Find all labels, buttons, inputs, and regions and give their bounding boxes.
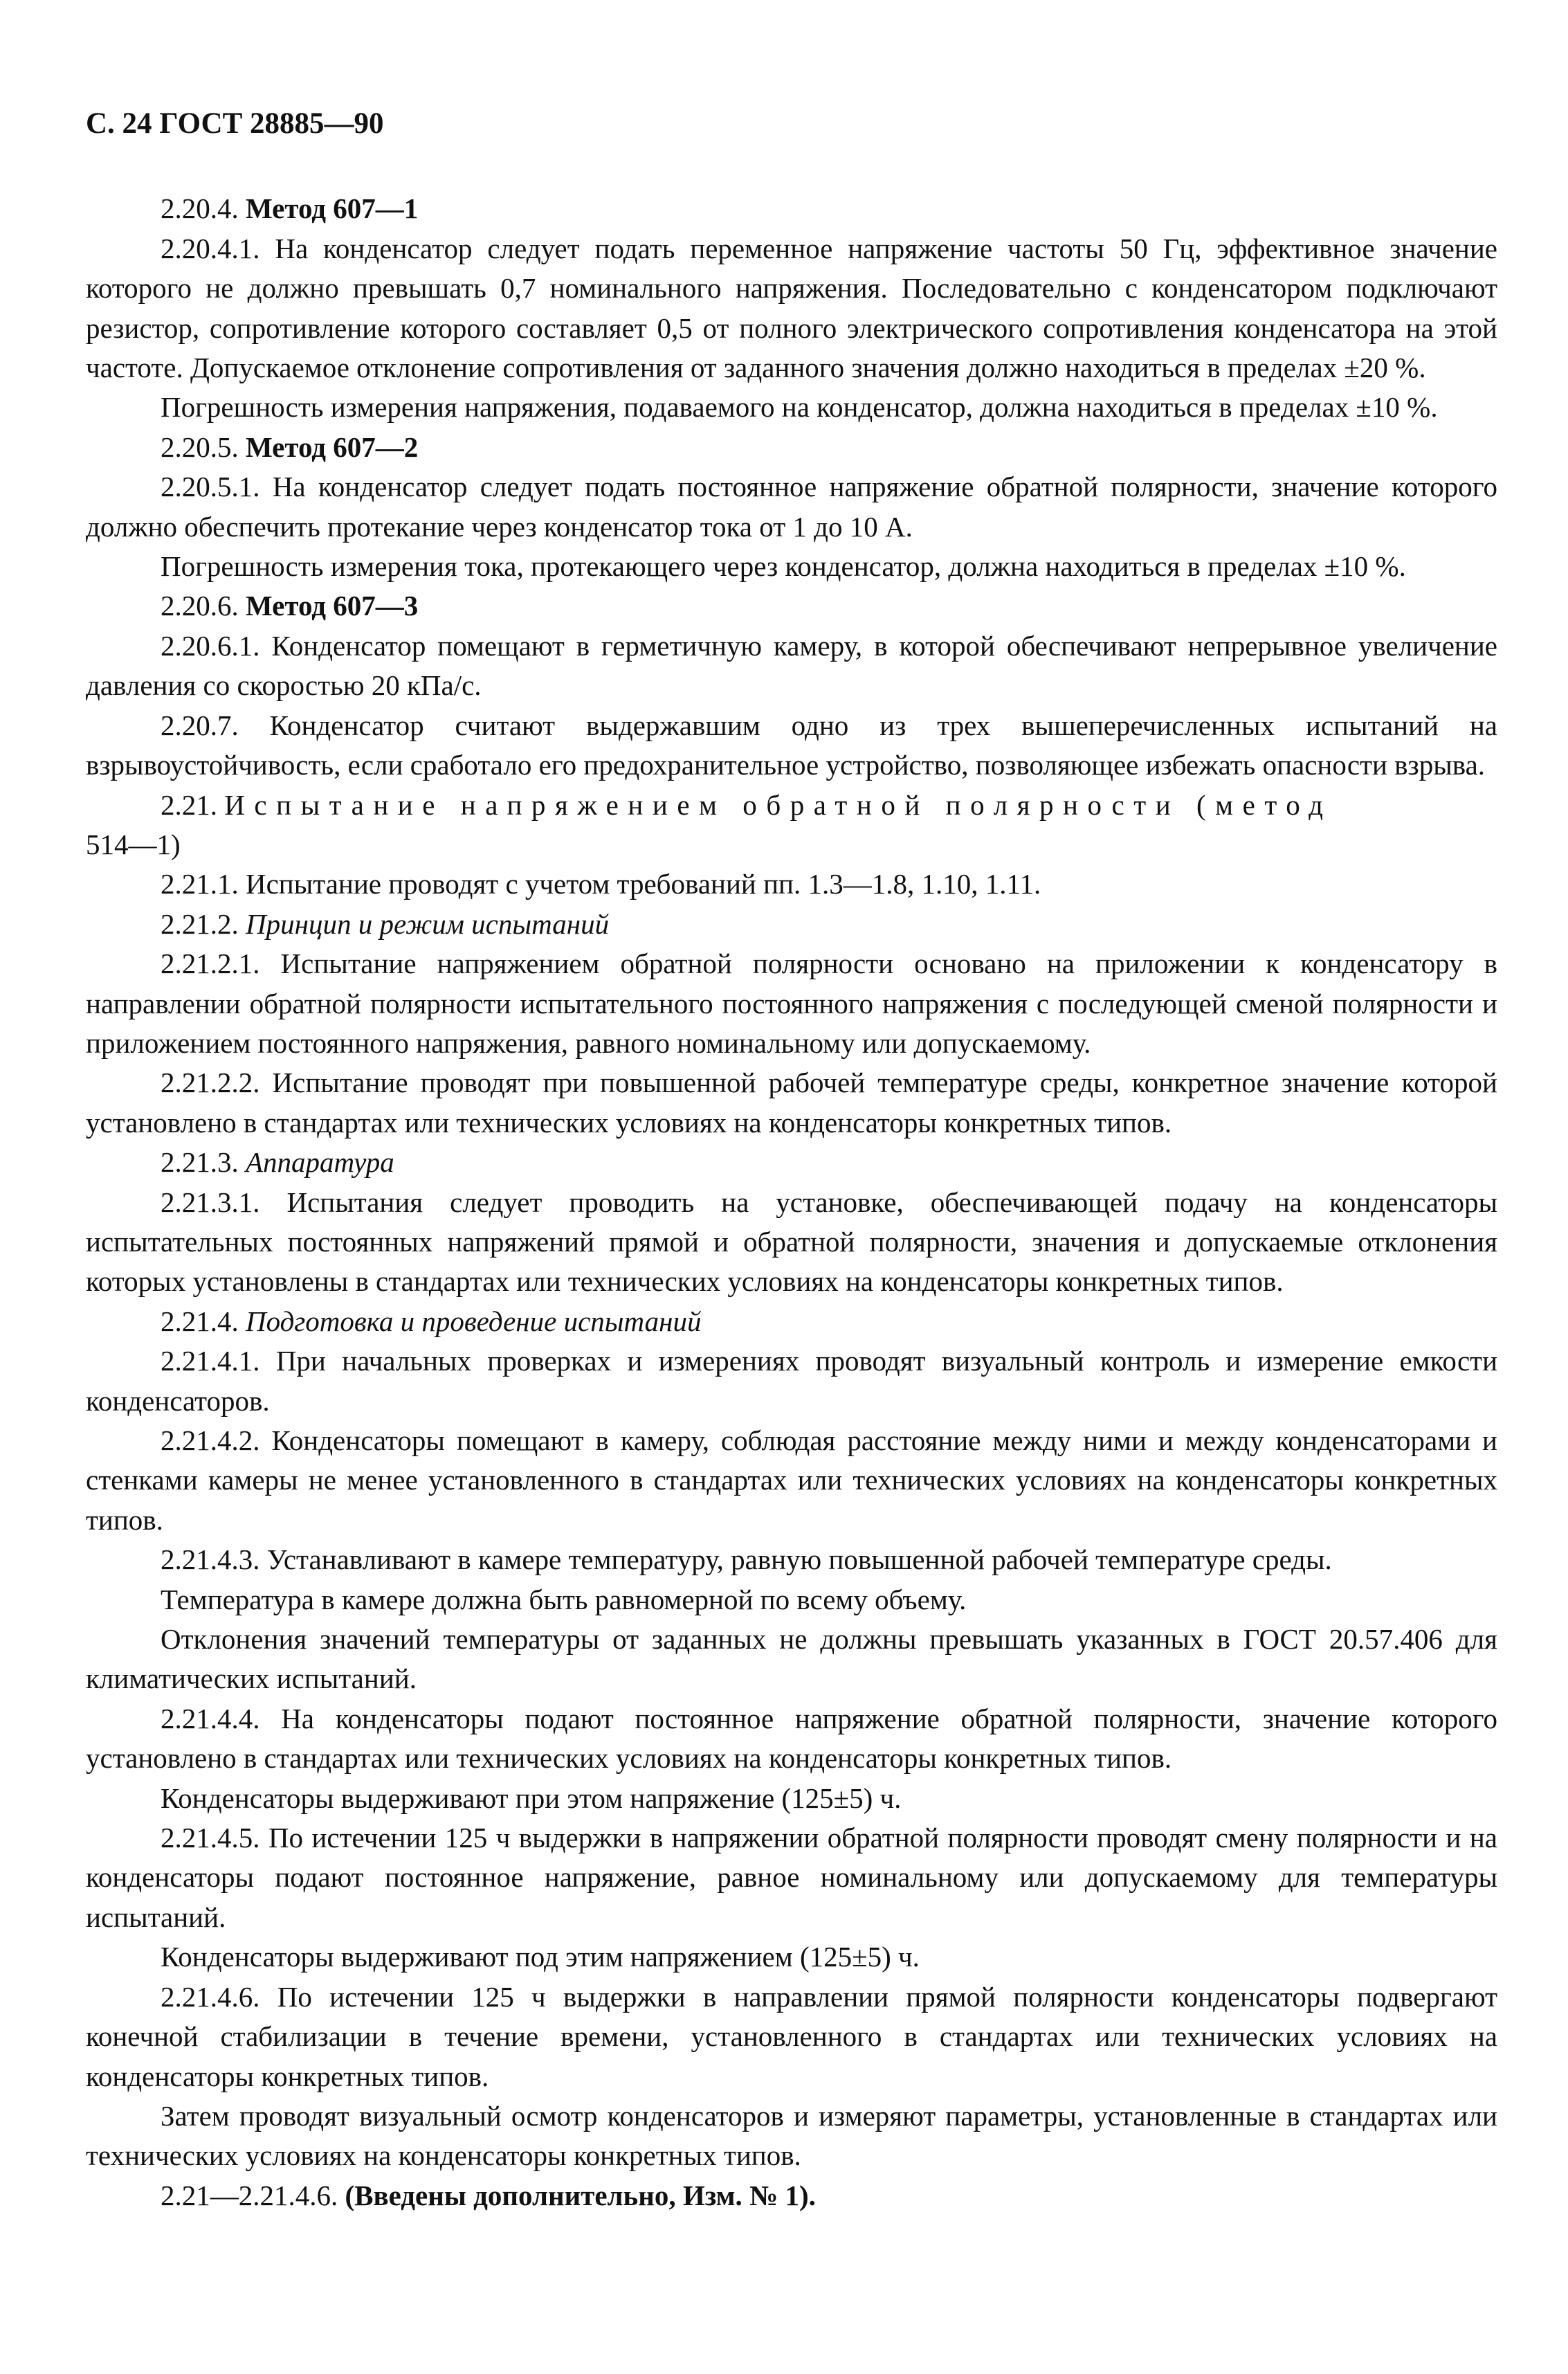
paragraph xyxy=(86,1620,1497,1699)
clause-number: 2.20.6.1. xyxy=(161,629,272,662)
paragraph-text: Устанавливают в камере температуру, равную повышенной рабочей температуре среды. xyxy=(266,1543,1332,1576)
paragraph xyxy=(86,786,1497,865)
paragraph-text: Отклонения значений температуры от заданных не должны превышать указанных в ГОСТ 20.57.406 для климатических испытаний. xyxy=(86,1623,1497,1695)
paragraph xyxy=(86,586,1497,626)
paragraph-text: Конденсатор считают выдержавшим одно из трех вышеперечисленных испытаний на взрывоустойчивость, если сработало его предохранительное устройство, позволяющее избежать опасности взрыва. xyxy=(86,709,1498,781)
clause-number: 2.21.2.1. xyxy=(161,948,281,980)
paragraph-text: При начальных проверках и измерениях проводят визуальный контроль и измерение емкости конденсаторов. xyxy=(86,1345,1498,1417)
paragraph xyxy=(86,428,1497,467)
italic-heading: Подготовка и проведение испытаний xyxy=(246,1305,702,1337)
paragraph xyxy=(86,905,1497,944)
document-page xyxy=(86,104,1497,2216)
paragraph xyxy=(86,1183,1497,1302)
paragraph-text: Конденсатор помещают в герметичную камеру, в которой обеспечивают непрерывное увеличение давления со скоростью 20 кПа/с. xyxy=(86,629,1498,702)
paragraph xyxy=(86,1341,1497,1421)
paragraph-text: Конденсаторы выдерживают при этом напряжение (125±5) ч. xyxy=(161,1782,902,1814)
clause-number: 2.21.2. xyxy=(161,907,246,940)
paragraph xyxy=(86,864,1497,904)
clause-number: 2.21—2.21.4.6. xyxy=(161,2179,345,2211)
italic-heading: Принцип и режим испытаний xyxy=(246,907,610,940)
italic-heading: Аппаратура xyxy=(246,1146,394,1179)
clause-number: 2.21.4. xyxy=(161,1305,246,1337)
paragraph-text: Конденсаторы выдерживают под этим напряжением (125±5) ч. xyxy=(161,1941,920,1973)
clause-number: 2.20.7. xyxy=(161,709,270,741)
clause-number: 2.20.4. xyxy=(161,192,246,225)
paragraph xyxy=(86,1699,1497,1779)
paragraph xyxy=(86,1063,1497,1143)
paragraph-text: Погрешность измерения тока, протекающего через конденсатор, должна находиться в пределах ±10 %. xyxy=(161,550,1406,583)
bold-heading: (Введены дополнительно, Изм. № 1). xyxy=(345,2179,816,2211)
paragraph-text: Испытание проводят при повышенной рабочей температуре среды, конкретное значение которой установлено в стандартах или технических условиях на конденсаторы конкретных типов. xyxy=(86,1067,1497,1139)
clause-number: 2.21.4.6. xyxy=(161,1980,277,2013)
paragraph-text: Погрешность измерения напряжения, подаваемого на конденсатор, должна находиться в пределах ±10 %. xyxy=(161,391,1438,424)
paragraph-text: По истечении 125 ч выдержки в направлении прямой полярности конденсаторы подвергают конечной стабилизации в течение времени, установленного в стандартах или технических условиях на конденсаторы конкретных типов. xyxy=(86,1980,1497,2092)
bold-heading: Метод 607—3 xyxy=(246,590,419,622)
paragraph xyxy=(86,189,1497,228)
paragraph-text: На конденсатор следует подать переменное напряжение частоты 50 Гц, эффективное значение которого не должно превышать 0,7 номинального напряжения. Последовательно с конденсатором подключают резистор, сопротивление которого составляет 0,5 от полного электрического сопротивления конденсатора на этой частоте. Допускаемое отклонение сопротивления от заданного значения должно находиться в пределах ±20 %. xyxy=(86,232,1497,384)
clause-number: 2.21.3. xyxy=(161,1146,246,1179)
clause-number: 2.21.4.4. xyxy=(161,1702,282,1734)
paragraph xyxy=(86,626,1497,706)
spaced-heading: Испытание напряжением обратной полярности (метод xyxy=(224,788,1333,821)
document-body xyxy=(86,189,1497,2216)
clause-number: 2.20.6. xyxy=(161,590,246,622)
clause-number: 2.21.4.3. xyxy=(161,1543,267,1576)
paragraph-text: На конденсаторы подают постоянное напряжение обратной полярности, значение которого установлено в стандартах или технических условиях на конденсаторы конкретных типов. xyxy=(86,1702,1497,1775)
clause-number: 2.21.1. xyxy=(161,868,246,900)
paragraph-text: На конденсатор следует подать постоянное напряжение обратной полярности, значение которого должно обеспечить протекание через конденсатор тока от 1 до 10 А. xyxy=(86,471,1497,543)
paragraph-text: Затем проводят визуальный осмотр конденсаторов и измеряют параметры, установленные в стандартах или технических условиях на конденсаторы конкретных типов. xyxy=(86,2099,1497,2172)
paragraph xyxy=(86,1937,1497,1977)
paragraph xyxy=(86,1818,1497,1937)
page-header: С. 24 ГОСТ 28885—90 xyxy=(86,107,384,140)
paragraph xyxy=(86,2176,1497,2216)
clause-number: 2.20.5. xyxy=(161,431,246,463)
paragraph-text: По истечении 125 ч выдержки в напряжении обратной полярности проводят смену полярности и на конденсаторы подают постоянное напряжение, равное номинальному или допускаемому для температуры испытаний. xyxy=(86,1822,1498,1933)
paragraph xyxy=(86,1302,1497,1341)
paragraph-text: Испытания следует проводить на установке, обеспечивающей подачу на конденсаторы испытательных постоянных напряжений прямой и обратной полярности, значения и допускаемые отклонения которых установлены в стандартах или технических условиях на конденсаторы конкретных типов. xyxy=(86,1186,1497,1298)
paragraph-text: Испытание напряжением обратной полярности основано на приложении к конденсатору в направлении обратной полярности испытательного постоянного напряжения с последующей сменой полярности и приложением постоянного напряжения, равного номинальному или допускаемому. xyxy=(86,948,1497,1059)
clause-number: 2.21.4.5. xyxy=(161,1822,268,1854)
clause-number: 2.20.5.1. xyxy=(161,471,273,503)
paragraph-text: Температура в камере должна быть равномерной по всему объему. xyxy=(161,1583,967,1615)
paragraph xyxy=(86,2096,1497,2176)
bold-heading: Метод 607—1 xyxy=(246,192,419,225)
clause-number: 2.21.4.2. xyxy=(161,1424,272,1456)
paragraph xyxy=(86,547,1497,586)
paragraph xyxy=(86,1540,1497,1579)
paragraph xyxy=(86,706,1497,786)
paragraph xyxy=(86,229,1497,388)
paragraph xyxy=(86,1977,1497,2096)
clause-number: 2.21.3.1. xyxy=(161,1186,287,1218)
paragraph-text: 514—1) xyxy=(86,828,181,860)
paragraph xyxy=(86,1580,1497,1620)
paragraph-text: Испытание проводят с учетом требований пп. 1.3—1.8, 1.10, 1.11. xyxy=(246,868,1041,900)
paragraph xyxy=(86,1779,1497,1818)
clause-number: 2.21.4.1. xyxy=(161,1345,276,1377)
clause-number: 2.21. xyxy=(161,788,225,821)
paragraph xyxy=(86,944,1497,1063)
clause-number: 2.21.2.2. xyxy=(161,1067,273,1099)
paragraph xyxy=(86,388,1497,427)
paragraph-text: Конденсаторы помещают в камеру, соблюдая расстояние между ними и между конденсаторами и стенками камеры не менее установленного в стандартах или технических условиях на конденсаторы конкретных типов. xyxy=(86,1424,1498,1536)
paragraph xyxy=(86,467,1497,547)
bold-heading: Метод 607—2 xyxy=(246,431,419,463)
clause-number: 2.20.4.1. xyxy=(161,232,275,264)
paragraph xyxy=(86,1421,1497,1540)
paragraph xyxy=(86,1143,1497,1182)
